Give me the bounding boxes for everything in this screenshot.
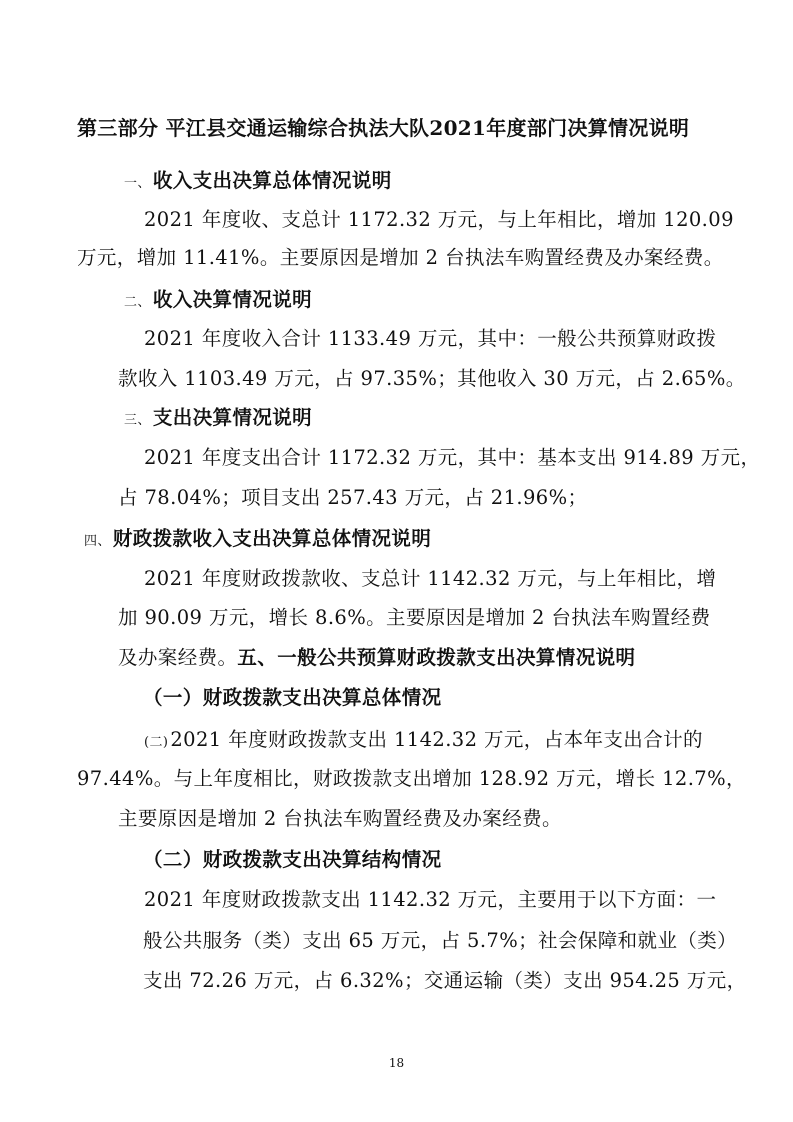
subsection-2-line-2: 般公共服务（类）支出 65 万元，占 5.7%；社会保障和就业（类） [143, 929, 738, 952]
section-3-line-1: 2021 年度支出合计 1172.32 万元，其中：基本支出 914.89 万元， [144, 446, 761, 469]
section-3-line-2: 占 78.04%；项目支出 257.43 万元，占 21.96%； [118, 486, 588, 509]
section-2-title: 收入决算情况说明 [152, 288, 313, 311]
section-5-heading: 五、一般公共预算财政拨款支出决算情况说明 [237, 646, 636, 669]
section-1-heading [124, 168, 392, 197]
section-2-line-2: 款收入 1103.49 万元，占 97.35%；其他收入 30 万元，占 2.65%。 [118, 367, 746, 390]
page-number: 18 [388, 1056, 405, 1070]
subsection-1-line-2: 97.44%。与上年度相比，财政拨款支出增加 128.92 万元，增长 12.7%， [77, 767, 746, 790]
subsection-2-line-3: 支出 72.26 万元，占 6.32%；交通运输（类）支出 954.25 万元， [143, 969, 747, 992]
section-4-heading [84, 526, 431, 555]
section-2-line-1: 2021 年度收入合计 1133.49 万元，其中：一般公共预算财政拨 [144, 327, 717, 350]
subsection-1-number: (二) [144, 735, 169, 750]
section-1-number: 一、 [124, 176, 151, 191]
section-1-line-2: 万元，增加 11.41%。主要原因是增加 2 台执法车购置经费及办案经费。 [77, 246, 724, 269]
section-3-heading [124, 405, 312, 434]
section-4-title: 财政拨款收入支出决算总体情况说明 [112, 527, 432, 550]
page-title: 第三部分 平江县交通运输综合执法大队2021年度部门决算情况说明 [77, 116, 690, 140]
section-4-line-2: 加 90.09 万元，增长 8.6%。主要原因是增加 2 台执法车购置经费 [118, 606, 711, 629]
section-4-line-1: 2021 年度财政拨款收、支总计 1142.32 万元，与上年相比，增 [144, 567, 717, 590]
section-3-number: 三、 [124, 413, 151, 428]
subsection-1-line-3: 主要原因是增加 2 台执法车购置经费及办案经费。 [118, 807, 562, 830]
section-2-heading [124, 287, 312, 316]
section-2-number: 二、 [124, 295, 151, 310]
section-4-line-3 [118, 645, 635, 671]
subsection-2-line-1: 2021 年度财政拨款支出 1142.32 万元，主要用于以下方面：一 [144, 888, 717, 911]
section-3-title: 支出决算情况说明 [152, 406, 313, 429]
subsection-1-heading: （一）财政拨款支出决算总体情况 [143, 686, 442, 709]
section-1-line-1: 2021 年度收、支总计 1172.32 万元，与上年相比，增加 120.09 [144, 208, 734, 231]
section-4-number: 四、 [84, 534, 111, 549]
subsection-1-line-1-text: 2021 年度财政拨款支出 1142.32 万元，占本年支出合计的 [170, 728, 703, 751]
subsection-2-heading: （二）财政拨款支出决算结构情况 [143, 848, 442, 871]
subsection-1-line-1 [144, 727, 703, 756]
section-4-line-3-text: 及办案经费。 [118, 646, 238, 669]
section-1-title: 收入支出决算总体情况说明 [152, 169, 392, 192]
